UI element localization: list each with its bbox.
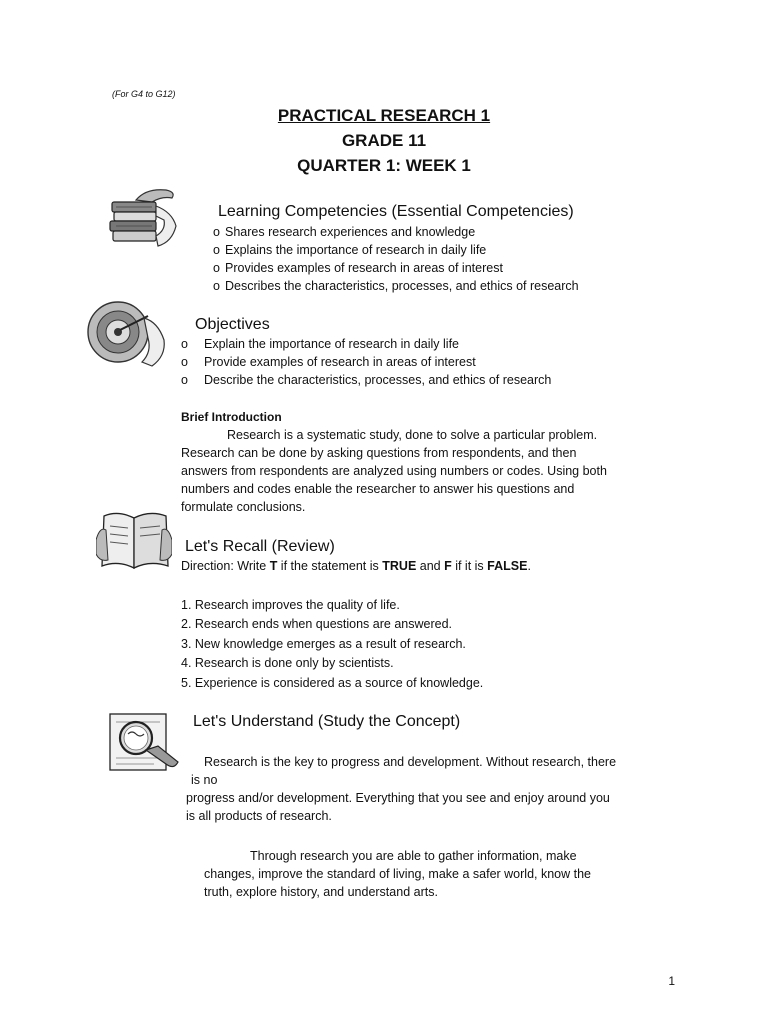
recall-heading: Let's Recall (Review) (185, 538, 335, 555)
grade-label: GRADE 11 (341, 131, 427, 150)
books-hand-icon (106, 186, 182, 252)
dart-target-icon (86, 300, 170, 372)
list-item: 4. Research is done only by scientists. (181, 656, 394, 671)
list-item: o Provides examples of research in areas of interest (213, 261, 503, 275)
list-item: o Explains the importance of research in daily life (213, 243, 487, 257)
list-item: o Describes the characteristics, processes, and ethics of research (213, 279, 579, 293)
intro-paragraph: Research is a systematic study, done to solve a particular problem. Research can be done by asking questions from respondents, and then answers from respondents are analyzed using numbers or codes. Using both numbers and codes enable the researcher to answer his questions and formulate conclusions. (181, 428, 607, 514)
open-book-icon (96, 506, 172, 572)
recall-direction: Direction: Write T if the statement is TRUE and F if it is FALSE. (181, 559, 531, 573)
recall-items (181, 596, 721, 693)
competencies-heading: Learning Competencies (Essential Competencies) (218, 203, 574, 220)
list-item: o Shares research experiences and knowledge (213, 225, 476, 239)
magnifier-document-icon (104, 708, 184, 774)
understand-paragraph-2: Through research you are able to gather information, make changes, improve the standard of living, make a safer world, know the truth, explore history, and understand arts. (204, 849, 592, 899)
objectives-heading: Objectives (195, 316, 270, 333)
page-number: 1 (668, 974, 675, 988)
list-item: o Explain the importance of research in daily life (181, 337, 459, 351)
competencies-list (213, 223, 693, 295)
intro-heading: Brief Introduction (181, 410, 282, 424)
objectives-list (181, 335, 701, 389)
list-item: 5. Experience is considered as a source of knowledge. (181, 675, 484, 690)
list-item: 1. Research improves the quality of life. (181, 598, 400, 612)
page-title: PRACTICAL RESEARCH 1 (277, 106, 491, 125)
grade-note: (For G4 to G12) (112, 89, 176, 99)
list-item: 3. New knowledge emerges as a result of research. (181, 636, 466, 651)
understand-heading: Let's Understand (Study the Concept) (193, 713, 461, 730)
list-item: o Describe the characteristics, processes, and ethics of research (181, 373, 552, 387)
list-item: o Provide examples of research in areas of interest (181, 355, 476, 369)
quarter-label: QUARTER 1: WEEK 1 (297, 156, 471, 175)
understand-paragraph-1: Research is the key to progress and development. Without research, there is no progress and/or development. Everything that you see and enjoy around you is all products of research. (186, 755, 617, 823)
list-item: 2. Research ends when questions are answered. (181, 617, 452, 632)
